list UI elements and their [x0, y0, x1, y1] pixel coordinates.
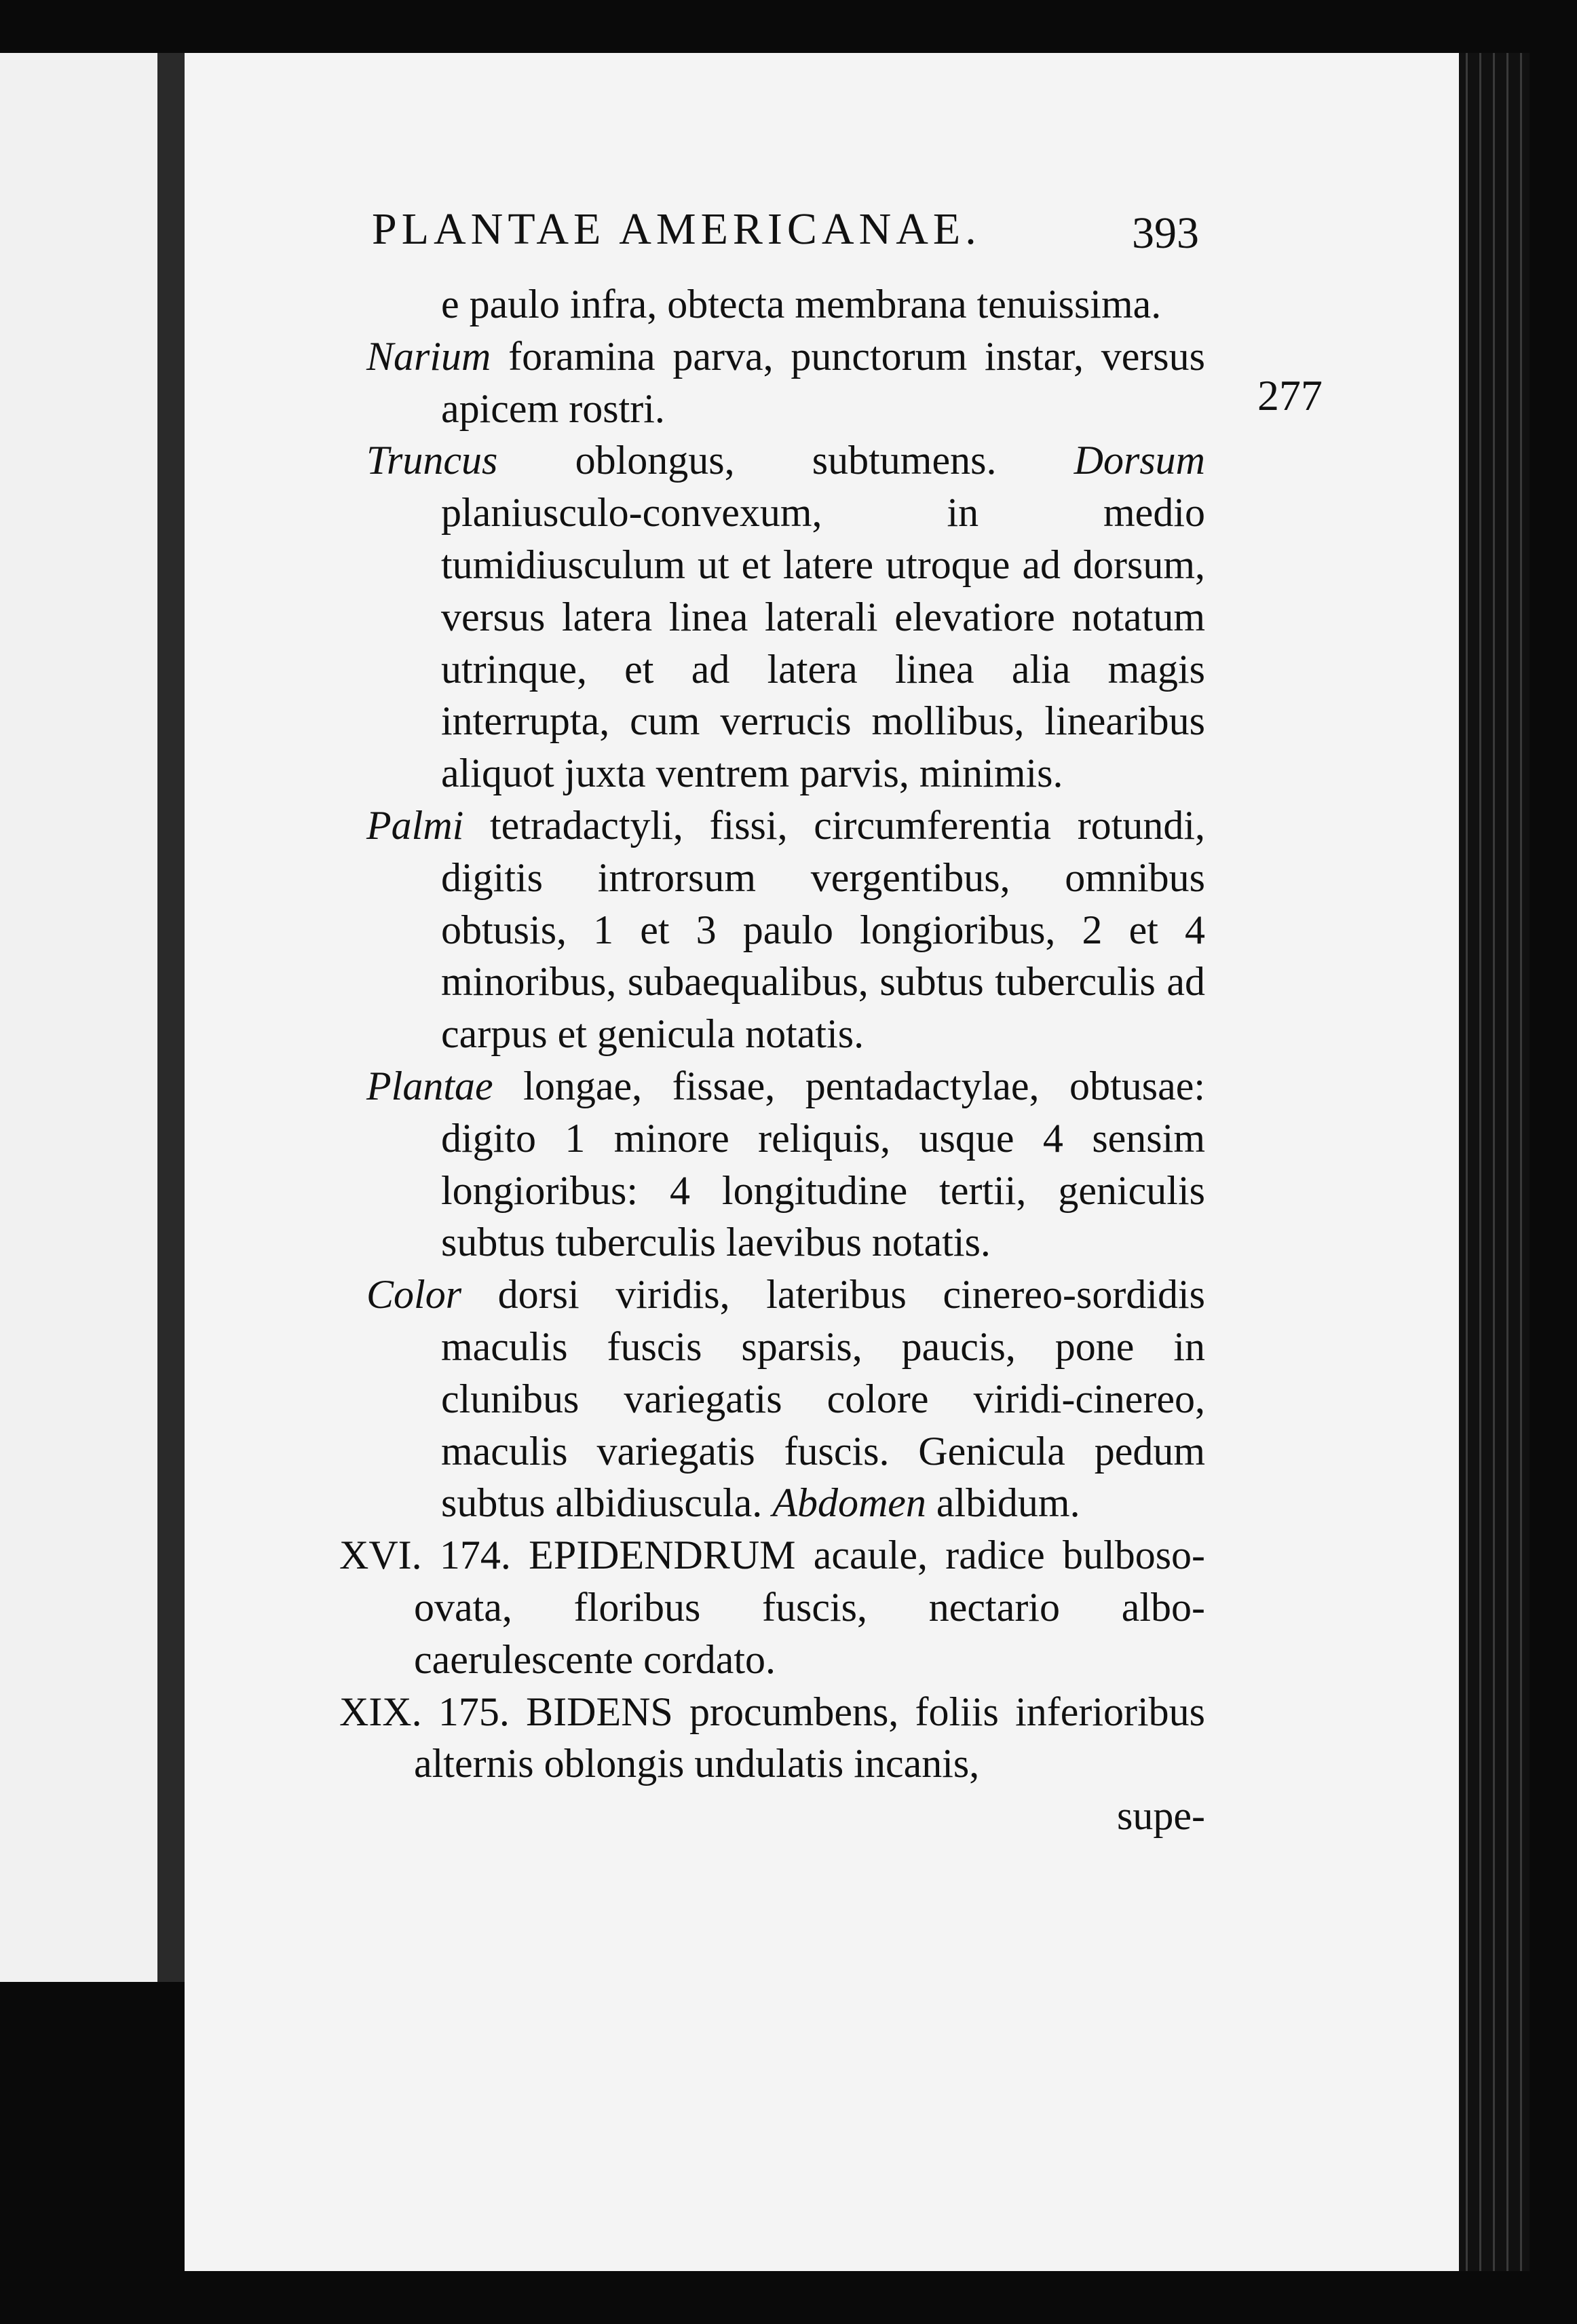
- paragraph-text: e paulo infra, obtecta membrana tenuissima.: [441, 282, 1162, 326]
- marginal-number: 277: [1257, 371, 1323, 419]
- lead-term: Palmi: [366, 802, 464, 848]
- paragraph-text: planiusculo-convexum, in medio tumidiusculum ut et latere utroque ad dorsum, versus latera linea laterali elevatiore notatum utrinque, et ad latera linea alia magis interrupta, cum verrucis mollibus, linearibus aliquot juxta ventrem parvis, minimis.: [441, 490, 1205, 796]
- paragraph: [366, 331, 1205, 435]
- lead-term: Plantae: [366, 1063, 493, 1108]
- gutter: [157, 53, 185, 1982]
- lead-term: Narium: [366, 333, 491, 379]
- species-entry: [339, 1686, 1205, 1791]
- lead-term: Dorsum: [1074, 438, 1205, 483]
- running-header: [372, 204, 1213, 258]
- catchword: supe-: [1117, 1793, 1205, 1839]
- paragraph-text: dorsi viridis, lateribus cinereo-sordidis maculis fuscis sparsis, paucis, pone in clunibus variegatis colore viridi-cinereo, maculis variegatis fuscis. Genicula pedum subtus albidiuscula.: [441, 1272, 1206, 1526]
- paragraph: [366, 800, 1205, 1060]
- paragraph-text: foramina parva, punctorum instar, versus apicem rostri.: [441, 333, 1205, 431]
- class-number: XIX.: [339, 1689, 422, 1734]
- paragraph-text: tetradactyli, fissi, circumferentia rotundi, digitis introrsum vergentibus, omnibus obtusis, 1 et 3 paulo longioribus, 2 et 4 minoribus, subaequalibus, subtus tuberculis ad carpus et genicula notatis.: [441, 802, 1206, 1057]
- genus-name: BIDENS: [526, 1689, 673, 1734]
- paragraph: [366, 278, 1205, 331]
- paragraph-text: oblongus, subtumens.: [575, 438, 997, 483]
- paragraph-text: albidum.: [936, 1480, 1080, 1526]
- body-text: [339, 278, 1206, 1842]
- page-number: 393: [1132, 208, 1199, 258]
- species-number: 174.: [439, 1533, 511, 1578]
- class-number: XVI.: [339, 1533, 422, 1578]
- paragraph-text: longae, fissae, pentadactylae, obtusae: digito 1 minore reliquis, usque 4 sensim longioribus: 4 longitudine tertii, geniculis subtus tuberculis laevibus notatis.: [441, 1063, 1206, 1265]
- running-title: PLANTAE AMERICANAE.: [372, 204, 981, 254]
- entry-text: procumbens, foliis inferioribus alternis oblongis undulatis incanis,: [414, 1689, 1206, 1786]
- species-number: 175.: [438, 1689, 510, 1734]
- lead-term: Truncus: [366, 438, 498, 483]
- lead-term: Abdomen: [772, 1480, 926, 1526]
- lead-term: Color: [366, 1272, 462, 1317]
- species-entry: [339, 1529, 1205, 1685]
- genus-name: EPIDENDRUM: [529, 1533, 796, 1578]
- paragraph: [366, 1269, 1205, 1529]
- page-edges: [1459, 53, 1530, 2271]
- entry-text: acaule, radice bulboso-ovata, floribus fuscis, nectario albo-caerulescente cordato.: [414, 1533, 1206, 1682]
- paragraph: [366, 1060, 1205, 1269]
- paragraph: [366, 434, 1205, 800]
- facing-page: [0, 53, 157, 1982]
